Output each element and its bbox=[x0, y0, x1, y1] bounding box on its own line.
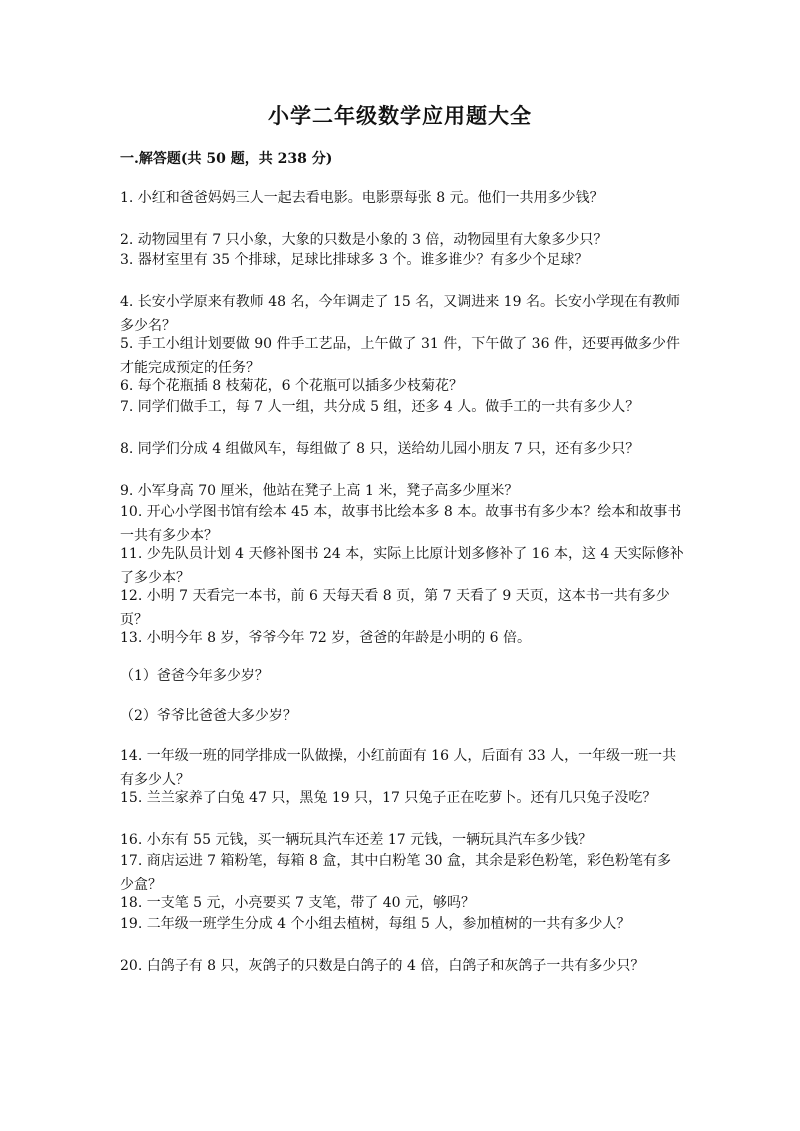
question-14: 14. 一年级一班的同学排成一队做操，小红前面有 16 人，后面有 33 人，一年级一班一共有多少人？ bbox=[120, 748, 677, 788]
question-17: 17. 商店运进 7 箱粉笔，每箱 8 盒，其中白粉笔 30 盒，其余是彩色粉笔，彩色粉笔有多少盒？ bbox=[120, 853, 672, 893]
question-8: 8. 同学们分成 4 组做风车，每组做了 8 只，送给幼儿园小朋友 7 只，还有多少只？ bbox=[120, 441, 640, 457]
question-18: 18. 一支笔 5 元，小亮要买 7 支笔，带了 40 元，够吗？ bbox=[120, 895, 476, 911]
question-3: 3. 器材室里有 35 个排球，足球比排球多 3 个。谁多谁少？有多少个足球？ bbox=[120, 252, 589, 268]
section-heading: 一.解答题(共 50 题，共 238 分) bbox=[120, 151, 333, 167]
question-4: 4. 长安小学原来有教师 48 名，今年调走了 15 名，又调进来 19 名。长安小学现在有教师多少名？ bbox=[120, 294, 680, 334]
document-title: 小学二年级数学应用题大全 bbox=[268, 103, 532, 128]
question-9: 9. 小军身高 70 厘米，他站在凳子上高 1 米，凳子高多少厘米？ bbox=[120, 483, 519, 499]
question-7: 7. 同学们做手工，每 7 人一组，共分成 5 组，还多 4 人。做手工的一共有多少人？ bbox=[120, 399, 640, 415]
question-19: 19. 二年级一班学生分成 4 个小组去植树，每组 5 人，参加植树的一共有多少人？ bbox=[120, 916, 631, 932]
question-15: 15. 兰兰家养了白兔 47 只，黑兔 19 只，17 只兔子正在吃萝卜。还有几只兔子没吃？ bbox=[120, 790, 657, 806]
question-12: 12. 小明 7 天看完一本书，前 6 天每天看 8 页，第 7 天看了 9 天页，这本书一共有多少页？ bbox=[120, 588, 670, 628]
question-13-sub-1: （1）爸爸今年多少岁？ bbox=[120, 668, 269, 684]
question-1: 1. 小红和爸爸妈妈三人一起去看电影。电影票每张 8 元。他们一共用多少钱？ bbox=[120, 190, 604, 206]
question-10: 10. 开心小学图书馆有绘本 45 本，故事书比绘本多 8 本。故事书有多少本？绘本和故事书一共有多少本？ bbox=[120, 504, 682, 544]
question-13: 13. 小明今年 8 岁，爷爷今年 72 岁，爸爸的年龄是小明的 6 倍。 bbox=[120, 630, 532, 646]
question-2: 2. 动物园里有 7 只小象，大象的只数是小象的 3 倍，动物园里有大象多少只？ bbox=[120, 232, 608, 248]
question-5: 5. 手工小组计划要做 90 件手工艺品，上午做了 31 件，下午做了 36 件，还要再做多少件才能完成预定的任务？ bbox=[120, 336, 680, 376]
question-6: 6. 每个花瓶插 8 枝菊花，6 个花瓶可以插多少枝菊花？ bbox=[120, 378, 463, 394]
question-16: 16. 小东有 55 元钱，买一辆玩具汽车还差 17 元钱，一辆玩具汽车多少钱？ bbox=[120, 832, 593, 848]
question-20: 20. 白鸽子有 8 只，灰鸽子的只数是白鸽子的 4 倍，白鸽子和灰鸽子一共有多少只？ bbox=[120, 958, 645, 974]
question-11: 11. 少先队员计划 4 天修补图书 24 本，实际上比原计划多修补了 16 本，这 4 天实际修补了多少本？ bbox=[120, 546, 684, 586]
question-13-sub-2: （2）爷爷比爸爸大多少岁？ bbox=[120, 708, 297, 724]
